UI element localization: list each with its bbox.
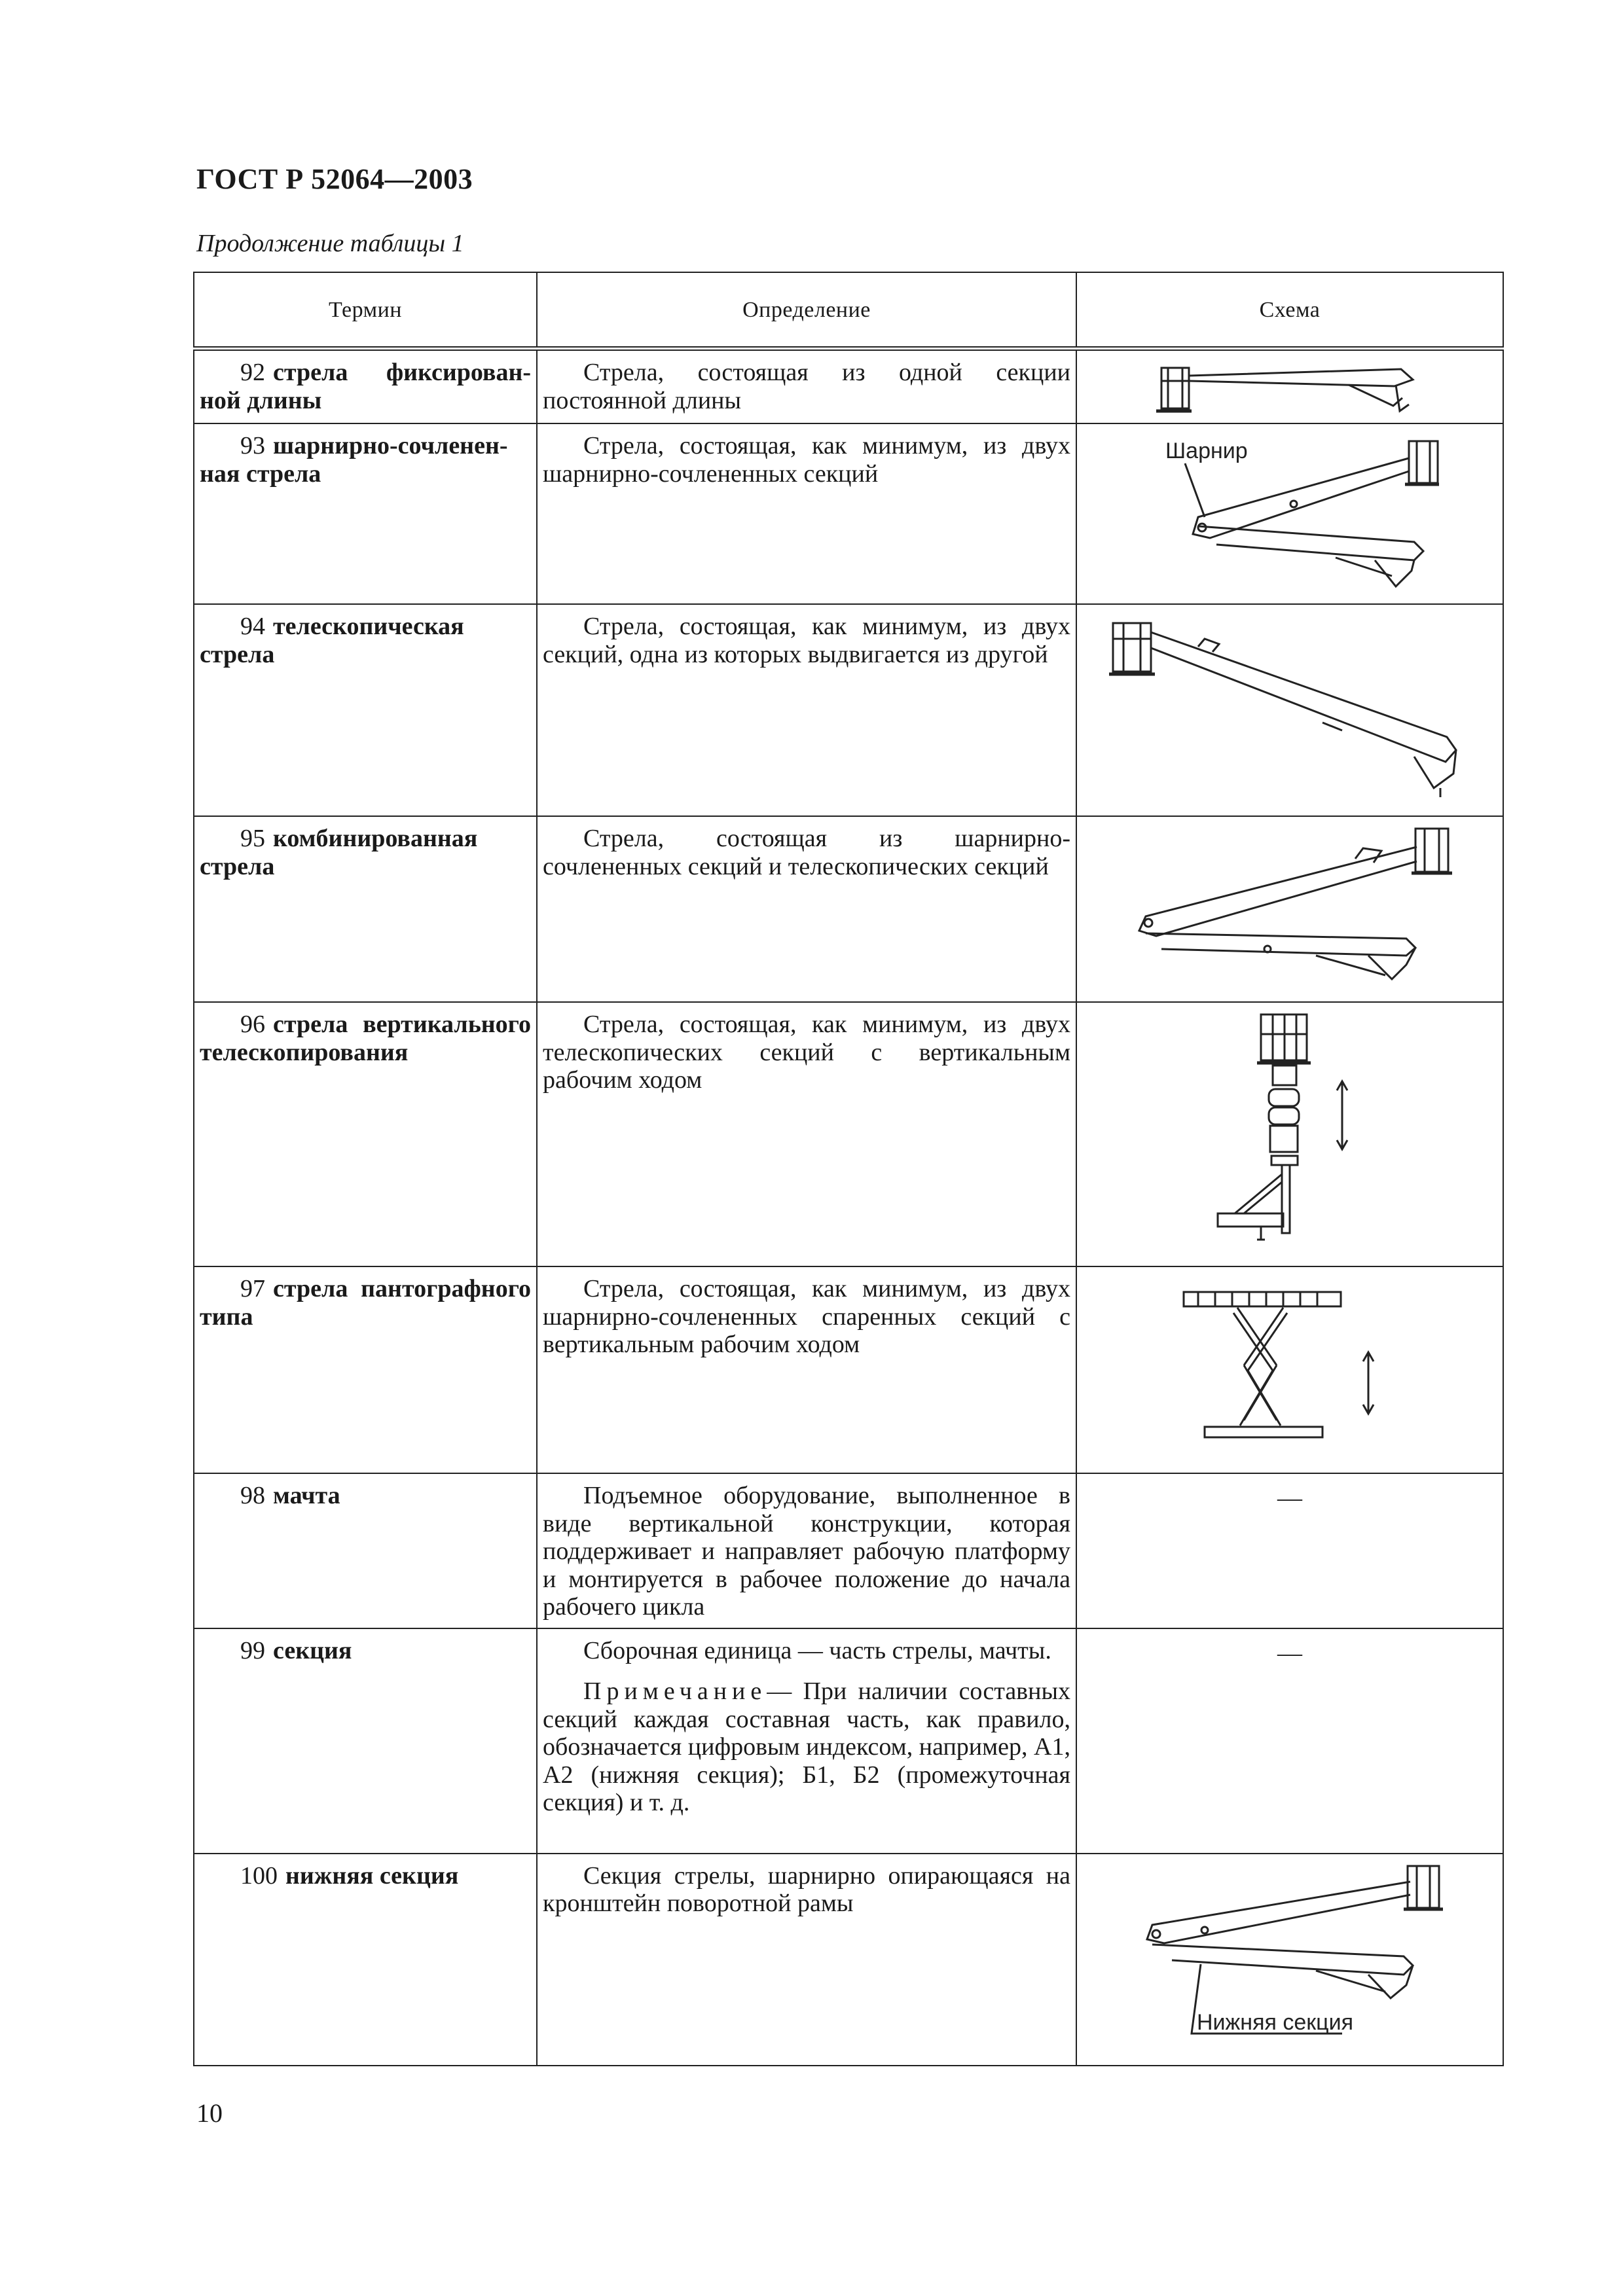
articulated-boom-diagram [1139, 432, 1440, 596]
schema-cell [1076, 1854, 1503, 2066]
table-row [194, 1628, 1503, 1854]
term-cell [194, 349, 537, 424]
definition-cell [537, 816, 1076, 1002]
term-name: телескопическая стрела [200, 613, 464, 668]
definition-cell [537, 1266, 1076, 1473]
vertical-telescopic-boom-diagram [1205, 1011, 1375, 1259]
column-header-schema: Схема [1076, 272, 1503, 349]
definition-cell [537, 1002, 1076, 1266]
schema-cell [1076, 816, 1503, 1002]
table-header-row [194, 272, 1503, 349]
term-cell [194, 1473, 537, 1628]
definition-cell [537, 1854, 1076, 2066]
term-number: 97 [240, 1275, 265, 1302]
definition-text: Стрела, состоящая из шарнирно-сочлененных секций и телескопических секций [543, 825, 1070, 880]
definition-text: Стрела, состоящая из одной секции постоянной длины [543, 359, 1070, 414]
definition-note [543, 1677, 1070, 1817]
lower-section-label: Нижняя секция [1197, 2009, 1353, 2035]
definition-text: Стрела, состоящая, как минимум, из двух телескопических секций с вертикальным рабочим ходом [543, 1011, 1070, 1094]
term-number: 96 [240, 1011, 265, 1038]
note-label: Примечание [583, 1677, 767, 1706]
table-row [194, 349, 1503, 424]
term-cell [194, 1854, 537, 2066]
definition-text: Секция стрелы, шарнирно опирающаяся на кронштейн поворотной рамы [543, 1861, 1070, 1918]
definition-text: Сборочная единица — часть стрелы, мачты. [583, 1636, 1051, 1664]
term-number: 94 [240, 613, 265, 640]
definition-cell [537, 423, 1076, 604]
table-row [194, 1854, 1503, 2066]
term-name: стрела пантографного типа [200, 1275, 531, 1331]
schema-cell [1076, 1473, 1503, 1628]
schema-dash: — [1277, 1484, 1302, 1512]
term-name: мачта [273, 1482, 340, 1509]
term-name: стрела фиксирован-ной длины [200, 359, 531, 414]
term-name: комбинированная стрела [200, 825, 478, 880]
fixed-length-boom-diagram [1152, 359, 1427, 416]
definition-cell [537, 1628, 1076, 1854]
column-header-term: Термин [194, 272, 537, 349]
schema-cell [1076, 423, 1503, 604]
definition-cell [537, 1473, 1076, 1628]
table-row [194, 604, 1503, 816]
term-cell [194, 1266, 537, 1473]
definition-text: Подъемное оборудование, выполненное в виде вертикальной конструкции, которая поддерживает и направляет рабочую платформу и монтируется в рабочее положение до начала рабочего цикла [543, 1482, 1070, 1621]
term-cell [194, 1002, 537, 1266]
term-cell [194, 604, 537, 816]
term-number: 100 [240, 1861, 278, 1890]
schema-cell [1076, 349, 1503, 424]
schema-cell [1076, 1628, 1503, 1854]
schema-cell [1076, 604, 1503, 816]
document-header: ГОСТ Р 52064—2003 [196, 163, 473, 195]
term-cell [194, 1628, 537, 1854]
definition-cell [537, 604, 1076, 816]
column-header-definition: Определение [537, 272, 1076, 349]
table-caption: Продолжение таблицы 1 [196, 230, 464, 257]
page-number: 10 [196, 2098, 223, 2128]
telescopic-boom-diagram [1106, 613, 1473, 809]
term-number: 99 [240, 1636, 265, 1664]
definition-text: Стрела, состоящая, как минимум, из двух шарнирно-сочлененных секций [543, 432, 1070, 488]
table-row [194, 1473, 1503, 1628]
table-row [194, 1266, 1503, 1473]
lower-section-diagram [1133, 1862, 1447, 2058]
term-cell [194, 816, 537, 1002]
term-number: 95 [240, 825, 265, 852]
definition-cell [537, 349, 1076, 424]
combined-boom-diagram [1120, 825, 1460, 995]
term-number: 98 [240, 1482, 265, 1509]
term-number: 93 [240, 432, 265, 459]
term-name: стрела вертикального телескопирования [200, 1011, 531, 1066]
pantograph-boom-diagram [1178, 1275, 1401, 1465]
term-cell [194, 423, 537, 604]
table-row [194, 816, 1503, 1002]
term-name: шарнирно-сочленен-ная стрела [200, 432, 508, 488]
schema-cell [1076, 1266, 1503, 1473]
terms-table [193, 272, 1504, 2066]
term-name: секция [273, 1636, 352, 1664]
table-row [194, 1002, 1503, 1266]
hinge-label: Шарнир [1165, 439, 1248, 463]
definition-text: Стрела, состоящая, как минимум, из двух секций, одна из которых выдвигается из другой [543, 613, 1070, 668]
definition-text: Стрела, состоящая, как минимум, из двух шарнирно-сочлененных спаренных секций с вертикальным рабочим ходом [543, 1275, 1070, 1359]
schema-dash: — [1277, 1639, 1302, 1667]
note-text: — При наличии составных секций каждая составная часть, как правило, обозначается цифровым индексом, например, А1, А2 (нижняя секция); Б1, Б2 (промежуточная секция) и т. д. [543, 1677, 1070, 1817]
table-row [194, 423, 1503, 604]
schema-cell [1076, 1002, 1503, 1266]
term-name: нижняя секция [285, 1861, 459, 1890]
term-number: 92 [240, 359, 265, 386]
